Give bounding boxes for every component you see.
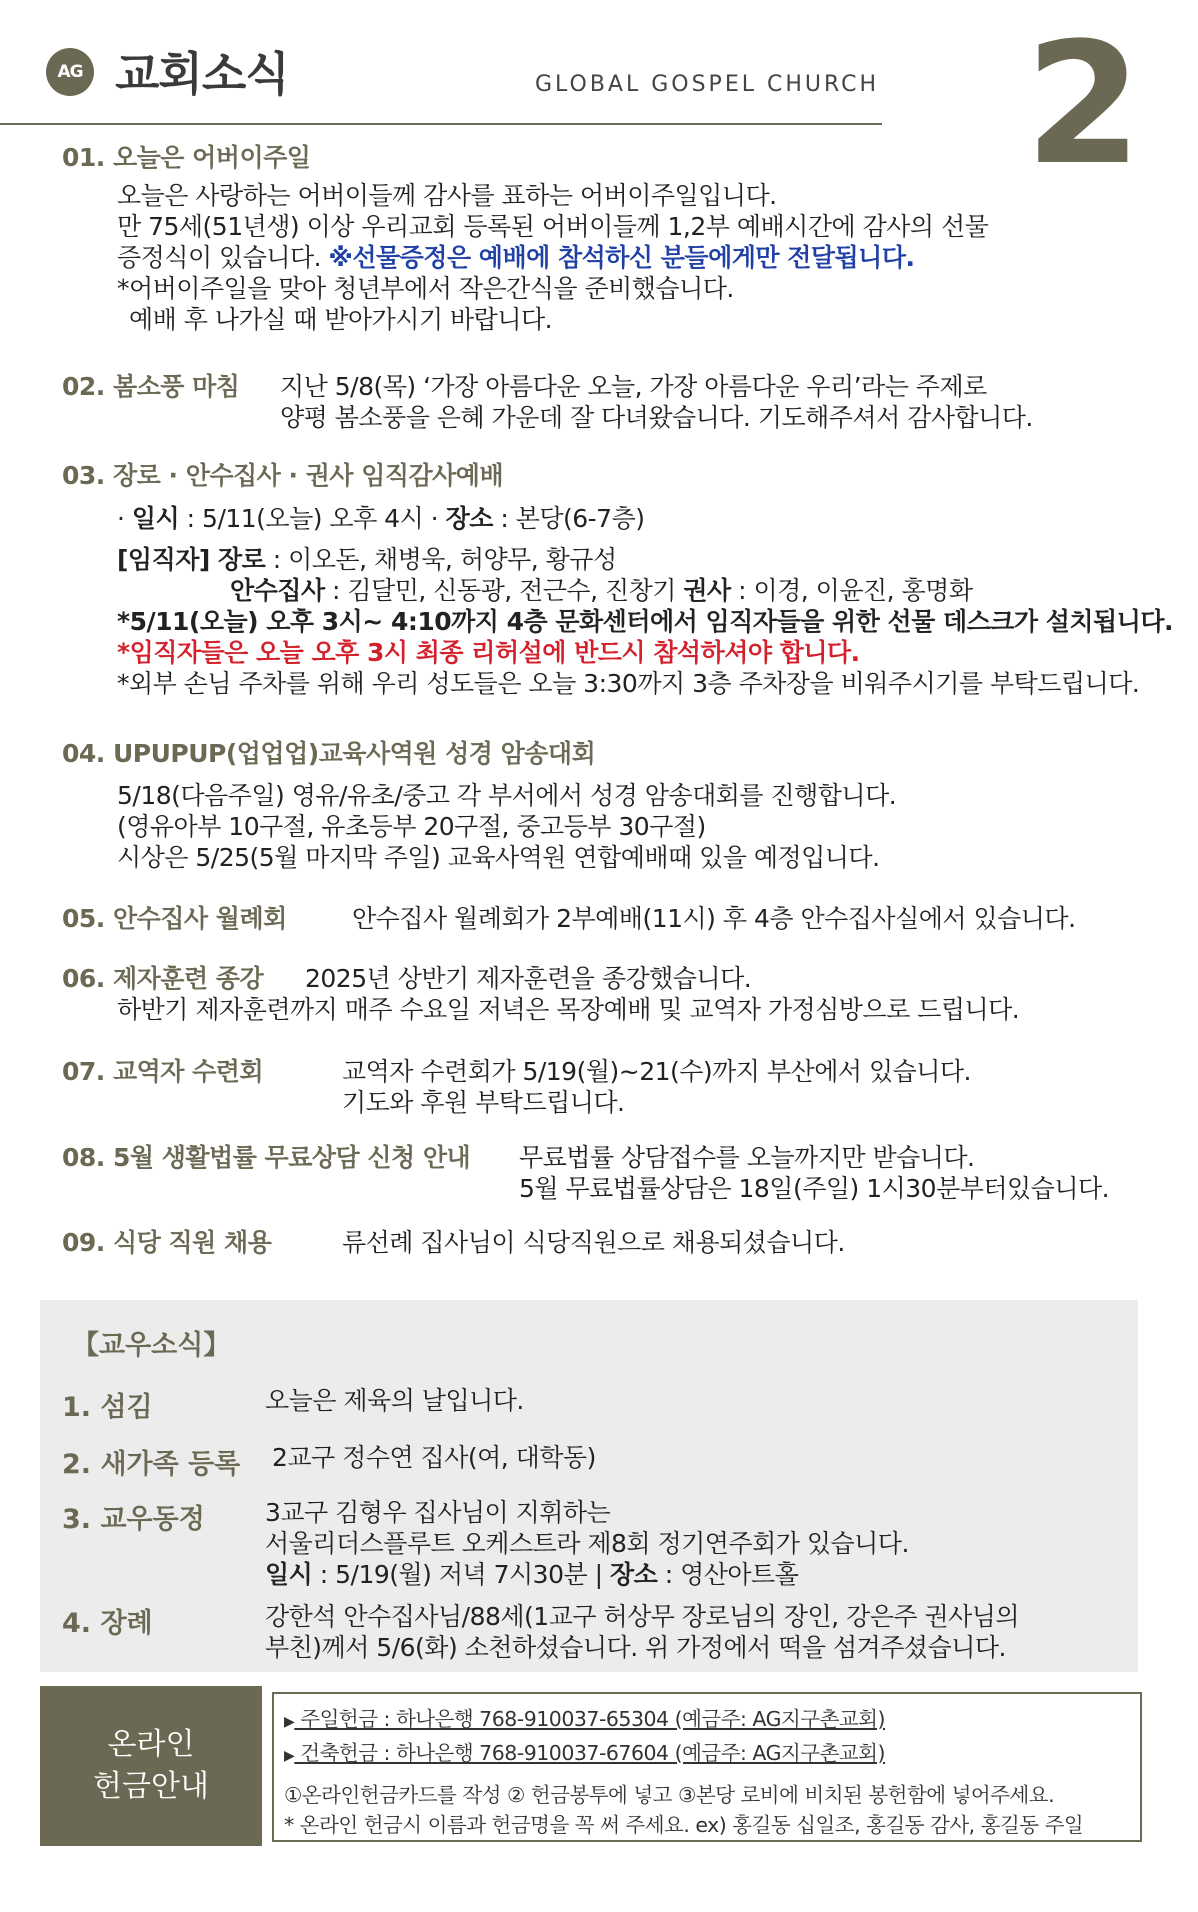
online-offering-info [272, 1692, 1142, 1842]
news-body-05 [352, 903, 1076, 934]
news-line: 시상은 5/25(5월 마지막 주일) 교육사역원 연합예배때 있을 예정입니다. [117, 843, 880, 872]
news-body-07 [342, 1056, 971, 1118]
news-line: 하반기 제자훈련까지 매주 수요일 저녁은 목장예배 및 교역자 가정심방으로 드립니다. [117, 995, 1020, 1024]
news-item-06 [62, 963, 263, 994]
news-heading: 09. 식당 직원 채용 [62, 1228, 272, 1257]
news-body-01 [117, 180, 988, 335]
news-line: *어버이주일을 맞아 청년부에서 작은간식을 준비했습니다. [117, 274, 734, 303]
news-heading: 07. 교역자 수련회 [62, 1057, 264, 1086]
church-name: GLOBAL GOSPEL CHURCH [535, 72, 880, 97]
member-news-line: 오늘은 제육의 날입니다. [265, 1386, 524, 1415]
offering-instructions: ①온라인헌금카드를 작성 ② 헌금봉투에 넣고 ③본당 로비에 비치된 봉헌함에 넣어주세요. [284, 1783, 1055, 1807]
arrow-icon: ▶ [284, 1714, 295, 1730]
news-body-06 [305, 963, 751, 994]
member-news-heading: 3. 교우동정 [62, 1504, 205, 1535]
news-line: 교역자 수련회가 5/19(월)~21(수)까지 부산에서 있습니다. [342, 1057, 971, 1086]
news-line: 2025년 상반기 제자훈련을 종강했습니다. [305, 964, 752, 993]
news-item-08 [62, 1142, 470, 1173]
news-heading: 05. 안수집사 월례회 [62, 904, 287, 933]
member-news-line: 일시 : 5/19(월) 저녁 7시30분 | 장소 : 영산아트홀 [265, 1560, 799, 1589]
member-news-line: 서울리더스플루트 오케스트라 제8회 정기연주회가 있습니다. [265, 1529, 909, 1558]
news-heading: 06. 제자훈련 종강 [62, 964, 264, 993]
header-divider [0, 123, 882, 125]
member-news-title: 【교우소식】 [72, 1330, 231, 1361]
news-line: 오늘은 사랑하는 어버이들께 감사를 표하는 어버이주일입니다. [117, 181, 777, 210]
news-line: [임직자] 장로 : 이오돈, 채병욱, 허양무, 황규성 [117, 545, 617, 574]
highlight-notice: ※선물증정은 예배에 참석하신 분들에게만 전달됩니다. [328, 243, 915, 272]
news-item-05 [62, 903, 287, 934]
online-offering-label-line2: 헌금안내 [93, 1769, 209, 1804]
news-line: 안수집사 월례회가 2부예배(11시) 후 4층 안수집사실에서 있습니다. [352, 904, 1076, 933]
news-body-09 [342, 1227, 845, 1258]
news-body-03 [117, 503, 1173, 699]
news-line: 5월 무료법률상담은 18일(주일) 1시30분부터있습니다. [519, 1174, 1110, 1203]
news-body-02 [280, 371, 1033, 433]
news-item-02 [62, 371, 239, 402]
member-news-body [265, 1497, 909, 1590]
news-line: 양평 봄소풍을 은혜 가운데 잘 다녀왔습니다. 기도해주셔서 감사합니다. [280, 403, 1033, 432]
news-line: 지난 5/8(목) ‘가장 아름다운 오늘, 가장 아름다운 우리’라는 주제로 [280, 372, 987, 401]
news-body-08 [519, 1142, 1109, 1204]
news-line: 만 75세(51년생) 이상 우리교회 등록된 어버이들께 1,2부 예배시간에 감사의 선물 [117, 212, 989, 241]
news-line: 증정식이 있습니다. ※선물증정은 예배에 참석하신 분들에게만 전달됩니다. [117, 243, 915, 272]
news-body-04 [117, 780, 896, 873]
news-item-07 [62, 1056, 263, 1087]
news-line: 류선례 집사님이 식당직원으로 채용되셨습니다. [342, 1228, 845, 1257]
member-news-line: 2교구 정수연 집사(여, 대학동) [272, 1443, 596, 1472]
news-line: *5/11(오늘) 오후 3시~ 4:10까지 4층 문화센터에서 임직자들을 위한 선물 데스크가 설치됩니다. [117, 607, 1173, 636]
news-line: 무료법률 상담접수를 오늘까지만 받습니다. [519, 1143, 975, 1172]
member-news-body [265, 1601, 1019, 1663]
online-offering-label [40, 1686, 262, 1846]
offering-note: * 온라인 헌금시 이름과 헌금명을 꼭 써 주세요. ex) 홍길동 십일조, 홍길동 감사, 홍길동 주일 [284, 1813, 1084, 1837]
news-line: *외부 손님 주차를 위해 우리 성도들은 오늘 3:30까지 3층 주차장을 비워주시기를 부탁드립니다. [117, 669, 1140, 698]
news-line: (영유아부 10구절, 유초등부 20구절, 중고등부 30구절) [117, 812, 706, 841]
arrow-icon: ▶ [284, 1748, 295, 1764]
member-news-line: 강한석 안수집사님/88세(1교구 허상무 장로님의 장인, 강은주 권사님의 [265, 1602, 1020, 1631]
news-line: · 일시 : 5/11(오늘) 오후 4시 · 장소 : 본당(6-7층) [117, 504, 645, 533]
member-news-line: 부친)께서 5/6(화) 소천하셨습니다. 위 가정에서 떡을 섬겨주셨습니다. [265, 1633, 1006, 1662]
member-news-heading: 1. 섬김 [62, 1392, 153, 1423]
news-heading: 04. UPUPUP(업업업)교육사역원 성경 암송대회 [62, 739, 596, 768]
news-line: 5/18(다음주일) 영유/유초/중고 각 부서에서 성경 암송대회를 진행합니다. [117, 781, 897, 810]
news-heading: 01. 오늘은 어버이주일 [62, 143, 311, 172]
page-number: 2 [1025, 6, 1142, 202]
news-line: *임직자들은 오늘 오후 3시 최종 리허설에 반드시 참석하셔야 합니다. [117, 638, 860, 667]
member-news-heading: 4. 장례 [62, 1608, 153, 1639]
news-heading: 08. 5월 생활법률 무료상담 신청 안내 [62, 1143, 471, 1172]
news-line: 예배 후 나가실 때 받아가시기 바랍니다. [129, 305, 553, 334]
news-heading: 03. 장로 · 안수집사 · 권사 임직감사예배 [62, 461, 504, 490]
page-title: 교회소식 [115, 47, 289, 101]
news-body-06b [117, 994, 1019, 1025]
account-sunday-offering: ▶ 주일헌금 : 하나은행 768-910037-65304 (예금주: AG지구촌교회) [284, 1707, 885, 1731]
news-line: 안수집사 : 김달민, 신동광, 전근수, 진창기 권사 : 이경, 이윤진, 홍명화 [230, 576, 973, 605]
news-line: 기도와 후원 부탁드립니다. [342, 1088, 625, 1117]
online-offering-label-line1: 온라인 [107, 1727, 195, 1762]
news-item-03 [62, 460, 503, 491]
member-news-heading: 2. 새가족 등록 [62, 1449, 241, 1480]
news-item-01 [62, 142, 310, 173]
church-logo: AG [46, 48, 94, 96]
news-item-04 [62, 738, 595, 769]
news-item-09 [62, 1227, 271, 1258]
account-building-offering: ▶ 건축헌금 : 하나은행 768-910037-67604 (예금주: AG지구촌교회) [284, 1741, 885, 1765]
news-heading: 02. 봄소풍 마침 [62, 372, 240, 401]
member-news-line: 3교구 김형우 집사님이 지휘하는 [265, 1498, 611, 1527]
